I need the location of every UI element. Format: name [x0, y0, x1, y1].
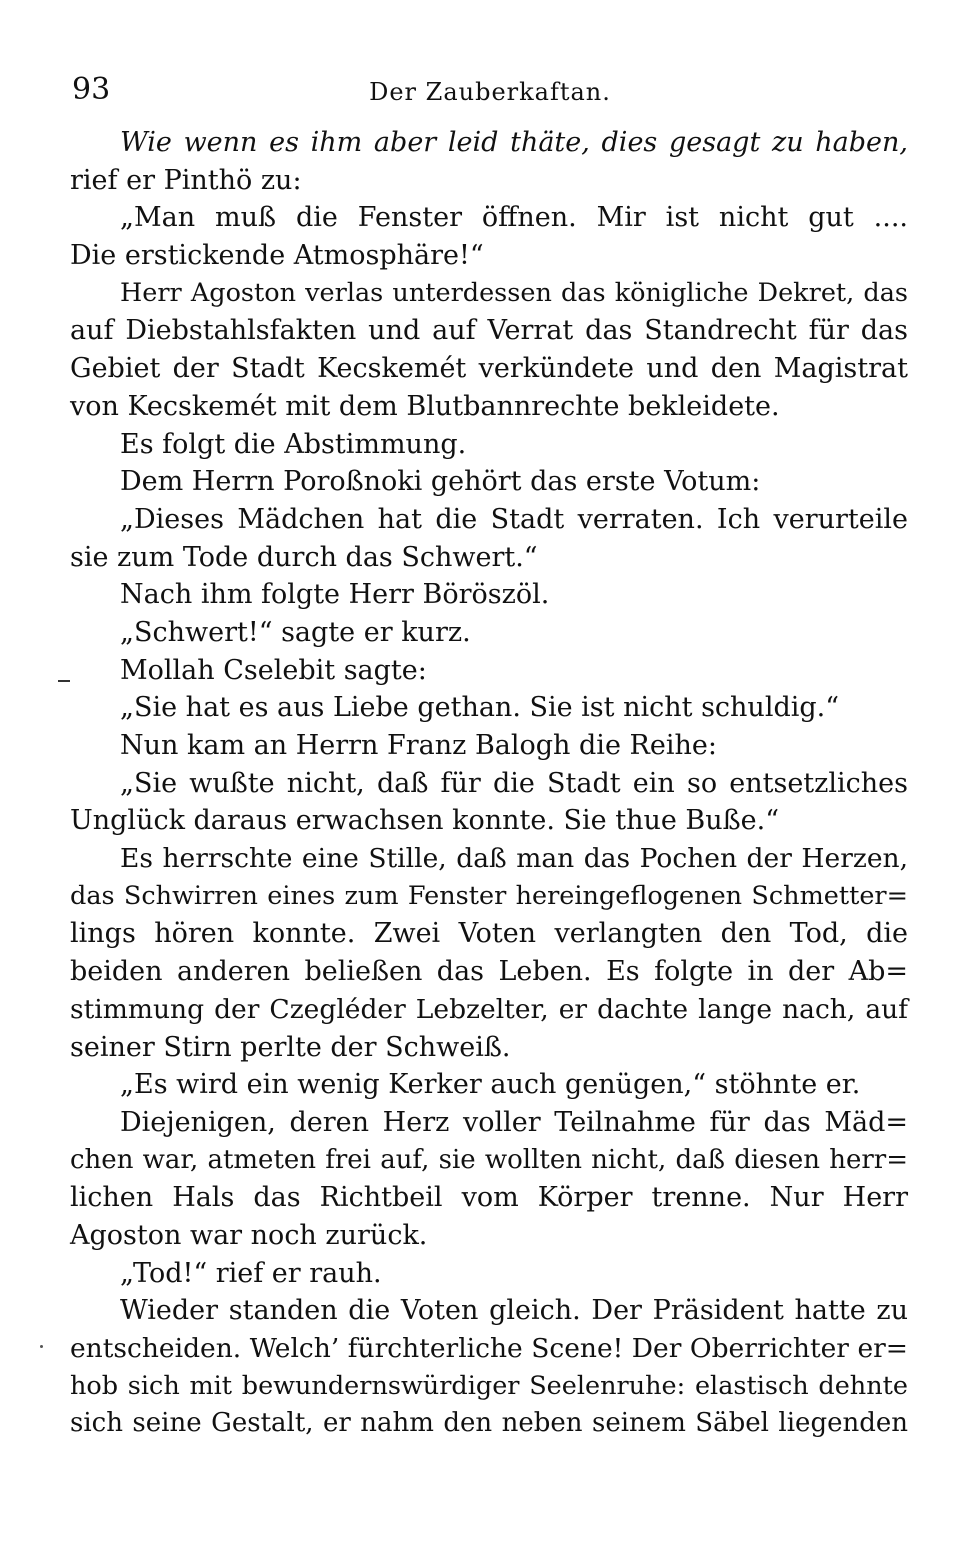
text-line: seiner Stirn perlte der Schweiß.	[70, 1031, 511, 1063]
text-line: Nun kam an Herrn Franz Balogh die Reihe:	[120, 730, 717, 761]
text-line: Dem Herrn Poroßnoki gehört das erste Votum:	[120, 466, 761, 498]
text-line: Die erstickende Atmosphäre!“	[70, 240, 484, 272]
text-line: „Es wird ein wenig Kerker auch genügen,“ stöhnte er.	[120, 1069, 861, 1101]
page-header	[70, 70, 910, 110]
text-line: rief er Pinthö zu:	[70, 164, 302, 196]
text-line: „Man muß die Fenster öffnen. Mir ist nicht gut ....	[120, 202, 908, 234]
body-text	[70, 124, 908, 1443]
text-line: Es folgt die Abstimmung.	[120, 428, 467, 460]
text-line: beiden anderen beließen das Leben. Es folgte in der Ab=	[70, 956, 908, 988]
text-line: hob sich mit bewundernswürdiger Seelenruhe: elastisch dehnte	[70, 1370, 908, 1401]
text-line: sie zum Tode durch das Schwert.“	[70, 541, 538, 573]
text-line: Gebiet der Stadt Kecskemét verkündete und den Magistrat	[70, 353, 908, 385]
paper-speck	[40, 1345, 43, 1348]
text-line: das Schwirren eines zum Fenster hereingeflogenen Schmetter=	[70, 880, 908, 911]
text-line: Diejenigen, deren Herz voller Teilnahme für das Mäd=	[120, 1106, 908, 1138]
text-line: stimmung der Czegléder Lebzelter, er dachte lange nach, auf	[70, 993, 908, 1025]
text-line: Wieder standen die Voten gleich. Der Präsident hatte zu	[120, 1295, 908, 1327]
text-line: Mollah Cselebit sagte:	[120, 654, 427, 686]
text-line: auf Diebstahlsfakten und auf Verrat das Standrecht für das	[70, 315, 908, 347]
text-line: Agoston war noch zurück.	[70, 1219, 428, 1251]
text-line: chen war, atmeten frei auf, sie wollten nicht, daß diesen herr=	[70, 1144, 908, 1175]
text-line: lichen Hals das Richtbeil vom Körper trenne. Nur Herr	[70, 1182, 908, 1214]
page-number: 93	[72, 72, 111, 107]
text-line: „Sie hat es aus Liebe gethan. Sie ist nicht schuldig.“	[120, 692, 840, 724]
text-line: Es herrschte eine Stille, daß man das Pochen der Herzen,	[120, 843, 908, 875]
text-line: von Kecskemét mit dem Blutbannrechte bekleidete.	[70, 390, 780, 422]
text-line: „Sie wußte nicht, daß für die Stadt ein so entsetzliches	[120, 767, 908, 799]
text-line: „Tod!“ rief er rauh.	[120, 1257, 382, 1289]
text-line: lings hören konnte. Zwei Voten verlangten den Tod, die	[70, 918, 908, 950]
text-line: Unglück daraus erwachsen konnte. Sie thue Buße.“	[70, 805, 780, 837]
text-line: Herr Agoston verlas unterdessen das königliche Dekret, das	[120, 277, 908, 308]
text-line: entscheiden. Welch’ fürchterliche Scene! Der Oberrichter er=	[70, 1333, 908, 1364]
text-line: sich seine Gestalt, er nahm den neben seinem Säbel liegenden	[70, 1408, 908, 1439]
text-line: Nach ihm folgte Herr Böröszöl.	[120, 579, 550, 611]
text-line: Wie wenn es ihm aber leid thäte, dies gesagt zu haben,	[120, 127, 908, 158]
margin-mark	[58, 680, 70, 682]
text-line: „Dieses Mädchen hat die Stadt verraten. Ich verurteile	[120, 503, 908, 535]
text-line: „Schwert!“ sagte er kurz.	[120, 616, 471, 648]
running-title: Der Zauberkaftan.	[369, 78, 611, 106]
